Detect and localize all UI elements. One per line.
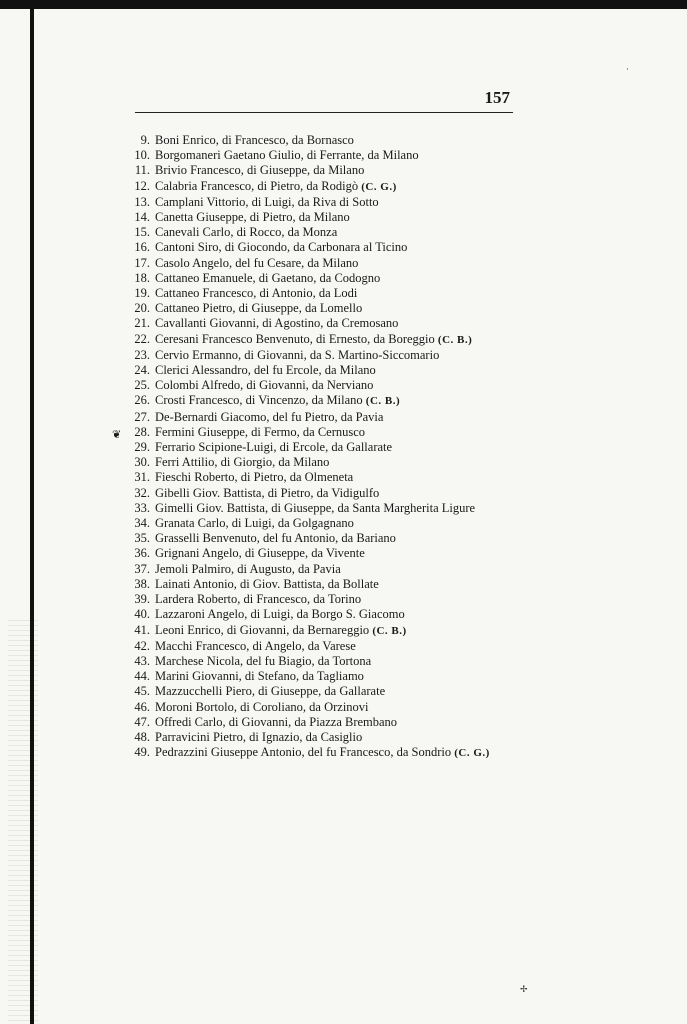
entry-number: 29. bbox=[134, 440, 150, 455]
list-item bbox=[118, 210, 528, 225]
entry-number: 47. bbox=[134, 714, 150, 729]
entry-text bbox=[155, 440, 392, 455]
entry-number: 30. bbox=[134, 455, 150, 470]
entry-text-body: Macchi Francesco, di Angelo, da Varese bbox=[155, 638, 356, 653]
entry-number: 34. bbox=[134, 516, 150, 531]
list-item bbox=[118, 393, 528, 409]
entry-text bbox=[155, 486, 379, 501]
entry-text-body: Cattaneo Emanuele, di Gaetano, da Codogno bbox=[155, 270, 381, 285]
entry-number: 36. bbox=[134, 546, 150, 561]
list-item bbox=[118, 332, 528, 348]
entry-number: 18. bbox=[134, 270, 150, 285]
entry-text bbox=[155, 639, 356, 654]
entry-text bbox=[155, 363, 376, 378]
entry-text-body: Lainati Antonio, di Giov. Battista, da Bollate bbox=[155, 576, 379, 591]
list-item bbox=[118, 501, 528, 516]
entry-number: 35. bbox=[134, 531, 150, 546]
list-item bbox=[118, 470, 528, 485]
list-item bbox=[118, 607, 528, 622]
list-item bbox=[118, 425, 528, 440]
entry-text-body: Camplani Vittorio, di Luigi, da Riva di Sotto bbox=[155, 194, 379, 209]
entry-number: 20. bbox=[134, 301, 150, 316]
entry-text-body: De-Bernardi Giacomo, del fu Pietro, da Pavia bbox=[155, 409, 384, 424]
entry-text-body: Canetta Giuseppe, di Pietro, da Milano bbox=[155, 210, 350, 225]
entry-number: 31. bbox=[134, 470, 150, 485]
entry-text bbox=[155, 332, 472, 348]
list-item bbox=[118, 286, 528, 301]
entry-number: 10. bbox=[134, 148, 150, 163]
list-item bbox=[118, 240, 528, 255]
list-item bbox=[118, 133, 528, 148]
entry-number: 11. bbox=[134, 163, 150, 178]
entry-text bbox=[155, 501, 528, 516]
entry-text-body: Parravicini Pietro, di Ignazio, da Casiglio bbox=[155, 729, 363, 744]
entry-text-body: Cavallanti Giovanni, di Agostino, da Cremosano bbox=[155, 316, 399, 331]
list-item bbox=[118, 271, 528, 286]
list-item bbox=[118, 684, 528, 699]
entry-text bbox=[155, 684, 385, 699]
entry-number: 24. bbox=[134, 363, 150, 378]
entry-text bbox=[155, 378, 373, 393]
entry-number: 37. bbox=[134, 561, 150, 576]
list-item bbox=[118, 163, 528, 178]
entry-number: 23. bbox=[134, 347, 150, 362]
entry-text-body: Canevali Carlo, di Rocco, da Monza bbox=[155, 225, 338, 240]
entry-text-body: Ceresani Francesco Benvenuto, di Ernesto, da Boreggio bbox=[155, 331, 435, 346]
entry-text bbox=[155, 210, 350, 225]
entry-text-body: Cantoni Siro, di Giocondo, da Carbonara al Ticino bbox=[155, 240, 408, 255]
list-item bbox=[118, 531, 528, 546]
entry-number: 28. bbox=[134, 424, 150, 439]
entry-text bbox=[155, 240, 407, 255]
entry-number: 44. bbox=[134, 669, 150, 684]
entry-mark: (C. B.) bbox=[365, 395, 401, 408]
entry-number: 25. bbox=[134, 378, 150, 393]
entry-text bbox=[155, 730, 362, 745]
page-number: 157 bbox=[484, 88, 510, 107]
entry-text-body: Fermini Giuseppe, di Fermo, da Cernusco bbox=[155, 424, 366, 439]
entry-text-body: Pedrazzini Giuseppe Antonio, del fu Francesco, da Sondrio bbox=[155, 745, 452, 760]
entry-text-body: Ferrario Scipione-Luigi, di Ercole, da Gallarate bbox=[155, 440, 393, 455]
list-item bbox=[118, 730, 528, 745]
list-item bbox=[118, 516, 528, 531]
list-item bbox=[118, 348, 528, 363]
entry-text-body: Lazzaroni Angelo, di Luigi, da Borgo S. Giacomo bbox=[155, 607, 405, 622]
entry-mark: (C. G.) bbox=[454, 747, 490, 760]
entry-text-body: Marini Giovanni, di Stefano, da Tagliamo bbox=[155, 669, 364, 684]
entry-text bbox=[155, 516, 354, 531]
entry-text-body: Colombi Alfredo, di Giovanni, da Nerviano bbox=[155, 378, 374, 393]
entry-text-body: Offredi Carlo, di Giovanni, da Piazza Brembano bbox=[155, 714, 398, 729]
list-item bbox=[118, 195, 528, 210]
list-item bbox=[118, 486, 528, 501]
entry-text bbox=[155, 271, 380, 286]
entry-number: 32. bbox=[134, 485, 150, 500]
entry-text bbox=[155, 623, 407, 639]
entry-list bbox=[118, 133, 528, 761]
entry-text-body: Granata Carlo, di Luigi, da Golgagnano bbox=[155, 516, 354, 531]
entry-text-body: Brivio Francesco, di Giuseppe, da Milano bbox=[155, 163, 365, 178]
entry-text bbox=[155, 301, 362, 316]
entry-number: 13. bbox=[134, 194, 150, 209]
entry-number: 12. bbox=[134, 178, 150, 193]
entry-text-body: Gimelli Giov. Battista, di Giuseppe, da Santa Margherita Ligure bbox=[155, 500, 476, 515]
entry-text bbox=[155, 669, 364, 684]
entry-text bbox=[155, 531, 396, 546]
entry-text bbox=[155, 225, 337, 240]
entry-number: 40. bbox=[134, 607, 150, 622]
entry-text-body: Marchese Nicola, del fu Biagio, da Tortona bbox=[155, 653, 372, 668]
list-item bbox=[118, 179, 528, 195]
list-item bbox=[118, 745, 528, 761]
list-item bbox=[118, 256, 528, 271]
entry-number: 26. bbox=[134, 393, 150, 408]
list-item bbox=[118, 592, 528, 607]
entry-number: 16. bbox=[134, 240, 150, 255]
entry-text-body: Mazzucchelli Piero, di Giuseppe, da Gallarate bbox=[155, 684, 386, 699]
top-scan-band bbox=[0, 0, 687, 9]
entry-number: 22. bbox=[134, 331, 150, 346]
entry-text bbox=[155, 163, 364, 178]
entry-number: 43. bbox=[134, 653, 150, 668]
entry-text bbox=[155, 179, 397, 195]
entry-text bbox=[155, 410, 383, 425]
entry-number: 9. bbox=[140, 133, 150, 147]
speck-dot: · bbox=[626, 64, 629, 74]
entry-text bbox=[155, 348, 439, 363]
entry-text bbox=[155, 577, 379, 592]
entry-number: 46. bbox=[134, 699, 150, 714]
entry-text-body: Ferri Attilio, di Giorgio, da Milano bbox=[155, 455, 330, 470]
entry-text bbox=[155, 316, 398, 331]
list-item bbox=[118, 562, 528, 577]
entry-text bbox=[155, 607, 405, 622]
entry-text-body: Moroni Bortolo, di Coroliano, da Orzinovi bbox=[155, 699, 369, 714]
list-item bbox=[118, 301, 528, 316]
entry-number: 33. bbox=[134, 500, 150, 515]
entry-text-body: Cervio Ermanno, di Giovanni, da S. Martino-Siccomario bbox=[155, 347, 440, 362]
entry-number: 15. bbox=[134, 225, 150, 240]
list-item bbox=[118, 455, 528, 470]
entry-text-body: Boni Enrico, di Francesco, da Bornasco bbox=[155, 133, 354, 147]
entry-text bbox=[155, 546, 365, 561]
entry-text bbox=[155, 592, 361, 607]
entry-text-body: Cattaneo Francesco, di Antonio, da Lodi bbox=[155, 286, 358, 301]
entry-text-body: Casolo Angelo, del fu Cesare, da Milano bbox=[155, 255, 359, 270]
entry-text bbox=[155, 455, 329, 470]
entry-text bbox=[155, 562, 341, 577]
entry-text-body: Calabria Francesco, di Pietro, da Rodigò bbox=[155, 178, 359, 193]
list-item bbox=[118, 225, 528, 240]
entry-number: 27. bbox=[134, 409, 150, 424]
list-item bbox=[118, 440, 528, 455]
list-item bbox=[118, 715, 528, 730]
list-item bbox=[118, 669, 528, 684]
speck-dot: ✢ bbox=[520, 984, 528, 994]
entry-text bbox=[155, 745, 528, 761]
entry-number: 45. bbox=[134, 684, 150, 699]
entry-text bbox=[155, 470, 353, 485]
entry-text-body: Cattaneo Pietro, di Giuseppe, da Lomello bbox=[155, 301, 363, 316]
margin-mark-icon: ❦ bbox=[112, 429, 122, 441]
entry-text-body: Gibelli Giov. Battista, di Pietro, da Vidigulfo bbox=[155, 485, 380, 500]
entry-text bbox=[155, 286, 357, 301]
entry-text-body: Fieschi Roberto, di Pietro, da Olmeneta bbox=[155, 470, 354, 485]
list-item bbox=[118, 410, 528, 425]
list-item bbox=[118, 654, 528, 669]
entry-text-body: Borgomaneri Gaetano Giulio, di Ferrante, da Milano bbox=[155, 148, 419, 163]
list-item bbox=[118, 148, 528, 163]
entry-text-body: Crosti Francesco, di Vincenzo, da Milano bbox=[155, 393, 363, 408]
entry-text-body: Lardera Roberto, di Francesco, da Torino bbox=[155, 592, 362, 607]
entry-mark: (C. B.) bbox=[372, 624, 407, 637]
entry-text bbox=[155, 393, 400, 409]
entry-text-body: Grignani Angelo, di Giuseppe, da Vivente bbox=[155, 546, 365, 561]
list-item bbox=[118, 378, 528, 393]
entry-text bbox=[155, 654, 371, 669]
list-item bbox=[118, 363, 528, 378]
entry-text bbox=[155, 715, 397, 730]
entry-text bbox=[155, 425, 365, 440]
binding-speckle bbox=[8, 620, 38, 1024]
entry-text-body: Clerici Alessandro, del fu Ercole, da Milano bbox=[155, 363, 376, 378]
entry-text bbox=[155, 133, 354, 148]
entry-text bbox=[155, 256, 358, 271]
entry-mark: (C. G.) bbox=[361, 180, 397, 193]
entry-text bbox=[155, 700, 369, 715]
entry-number: 14. bbox=[134, 210, 150, 225]
header-rule bbox=[135, 112, 513, 113]
list-item bbox=[118, 639, 528, 654]
entry-number: 42. bbox=[134, 638, 150, 653]
list-item bbox=[118, 546, 528, 561]
entry-text bbox=[155, 148, 419, 163]
list-item bbox=[118, 623, 528, 639]
entry-mark: (C. B.) bbox=[437, 333, 473, 346]
list-item bbox=[118, 577, 528, 592]
entry-text-body: Leoni Enrico, di Giovanni, da Bernareggio bbox=[155, 622, 370, 637]
entry-text-body: Grasselli Benvenuto, del fu Antonio, da Bariano bbox=[155, 531, 396, 546]
entry-text bbox=[155, 195, 379, 210]
entry-number: 38. bbox=[134, 576, 150, 591]
entry-number: 48. bbox=[134, 729, 150, 744]
entry-number: 39. bbox=[134, 592, 150, 607]
entry-text-body: Jemoli Palmiro, di Augusto, da Pavia bbox=[155, 561, 341, 576]
entry-number: 21. bbox=[134, 316, 150, 331]
entry-number: 19. bbox=[134, 286, 150, 301]
entry-number: 49. bbox=[134, 745, 150, 760]
list-item bbox=[118, 316, 528, 331]
entry-number: 41. bbox=[134, 622, 150, 637]
list-item bbox=[118, 700, 528, 715]
entry-number: 17. bbox=[134, 255, 150, 270]
